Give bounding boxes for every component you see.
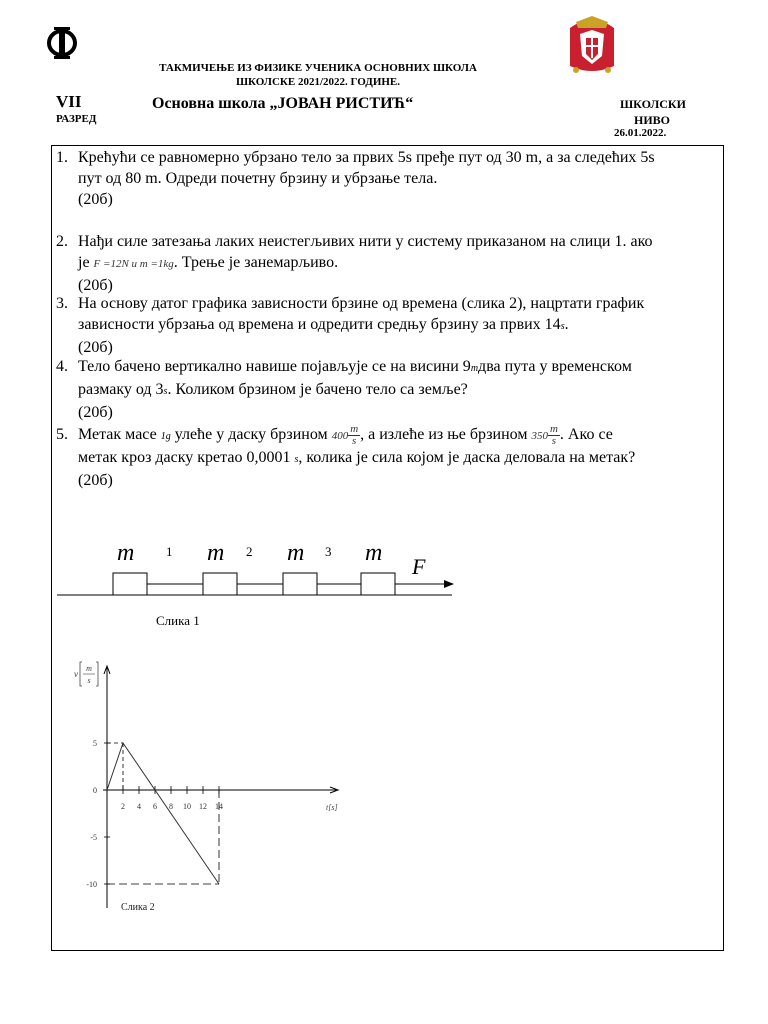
- serbian-coat-of-arms: [566, 14, 618, 76]
- figure-1-diagram: [55, 530, 455, 600]
- x-axis-label: t[s]: [326, 803, 338, 812]
- question-text: Крећући се равномерно убрзано тело за првих 5s пређе пут од 30 m, а за следећих 5s: [78, 149, 655, 166]
- initial-speed: 400: [331, 430, 349, 443]
- question-text: улеће у даску брзином: [174, 426, 332, 444]
- question-number: 1.: [56, 149, 68, 166]
- question-points: (20б): [78, 191, 113, 208]
- question-5: [56, 424, 722, 491]
- x-tick-label: 2: [121, 802, 125, 811]
- unit-seconds: s: [163, 386, 168, 397]
- given-values: F =12N и m =1kg: [93, 258, 174, 270]
- figure-2-caption: Слика 2: [121, 902, 155, 913]
- rope-label-3: 3: [325, 544, 332, 559]
- x-tick-label: 6: [153, 802, 157, 811]
- x-tick-label: 12: [199, 802, 207, 811]
- question-points: (20б): [78, 277, 113, 294]
- question-text: . Трење је занемарљиво.: [173, 254, 339, 271]
- question-1: [56, 147, 722, 210]
- question-number: 4.: [56, 358, 68, 375]
- question-number: 3.: [56, 295, 68, 312]
- competition-title: ТАКМИЧЕЊЕ ИЗ ФИЗИКЕ УЧЕНИКА ОСНОВНИХ ШКОЛА: [159, 62, 477, 74]
- school-name: Основна школа „ЈОВАН РИСТИЋ“: [152, 95, 414, 112]
- y-axis-label: v: [74, 669, 78, 679]
- mass-block-2: [203, 573, 237, 595]
- exam-date: 26.01.2022.: [614, 127, 667, 139]
- force-label: F: [412, 554, 426, 579]
- question-number: 5.: [56, 426, 68, 443]
- mass-block-4: [361, 573, 395, 595]
- competition-year: ШКОЛСКЕ 2021/2022. ГОДИНЕ.: [235, 76, 401, 88]
- final-speed: 350: [531, 430, 548, 443]
- grade-number: VII: [56, 92, 82, 111]
- velocity-line: [107, 743, 219, 884]
- question-points: (20б): [78, 339, 113, 356]
- rope-label-2: 2: [246, 544, 253, 559]
- y-tick-label: 0: [93, 786, 97, 795]
- y-tick-label: -10: [86, 880, 97, 889]
- question-4: [56, 356, 722, 423]
- bullet-mass: 1g: [160, 431, 171, 443]
- question-text: Нађи силе затезања лаких неистегљивих нити у систему приказаном на слици 1. ако: [78, 233, 653, 250]
- y-unit-denominator: s: [87, 676, 91, 685]
- y-tick-label: 5: [93, 739, 97, 748]
- mass-label-3: m: [287, 540, 305, 566]
- physics-society-logo: [44, 26, 80, 60]
- question-text: . Коликом брзином је бачено тело са земље?: [167, 381, 468, 398]
- question-3: [56, 293, 722, 358]
- question-text: размаку од 3: [78, 381, 164, 398]
- question-2: [56, 231, 722, 296]
- speed-unit: $\frac{m}{s}$: [549, 423, 558, 447]
- question-text: Метак масе: [78, 426, 161, 444]
- x-tick-label: 14: [215, 802, 223, 811]
- grade-word: РАЗРЕД: [56, 113, 97, 125]
- question-text: , а излеће из ње брзином: [360, 426, 532, 444]
- x-tick-label: 4: [137, 802, 141, 811]
- mass-label-1: m: [117, 540, 135, 566]
- unit-seconds: s: [294, 454, 299, 466]
- question-text: На основу датог графика зависности брзине од времена (слика 2), нацртати график: [78, 295, 645, 312]
- question-number: 2.: [56, 233, 68, 250]
- figure-2-chart: [70, 656, 360, 918]
- question-text: Тело бачено вертикално навише појављује се на висини 9: [78, 358, 471, 375]
- unit-seconds: s: [560, 321, 565, 332]
- mass-label-4: m: [365, 540, 383, 566]
- unit-meters: m: [470, 363, 479, 374]
- question-text: метак кроз даску кретао 0,0001: [78, 449, 295, 467]
- y-tick-label: -5: [90, 833, 97, 842]
- rope-label-1: 1: [166, 544, 173, 559]
- question-text: је: [78, 254, 90, 271]
- level-label-line2: НИВО: [634, 113, 671, 127]
- figure-1-caption: Слика 1: [156, 613, 200, 628]
- x-tick-label: 10: [183, 802, 191, 811]
- y-unit-numerator: m: [86, 664, 92, 673]
- question-text: зависности убрзања од времена и одредити средњу брзину за првих 14: [78, 316, 561, 333]
- mass-block-3: [283, 573, 317, 595]
- mass-label-2: m: [207, 540, 225, 566]
- level-label-line1: ШКОЛСКИ: [620, 97, 686, 111]
- question-points: (20б): [78, 404, 113, 421]
- question-text: , колика је сила којом је даска деловала на метак?: [298, 449, 636, 467]
- mass-block-1: [113, 573, 147, 595]
- speed-unit: $\frac{m}{s}$: [350, 423, 359, 447]
- x-tick-label: 8: [169, 802, 173, 811]
- question-text: два пута у временском: [478, 358, 632, 375]
- question-text: пут од 80 m. Одреди почетну брзину и убрзање тела.: [78, 170, 438, 187]
- question-text: . Ако се: [559, 426, 613, 444]
- question-text: .: [564, 316, 569, 333]
- question-points: (20б): [78, 472, 113, 490]
